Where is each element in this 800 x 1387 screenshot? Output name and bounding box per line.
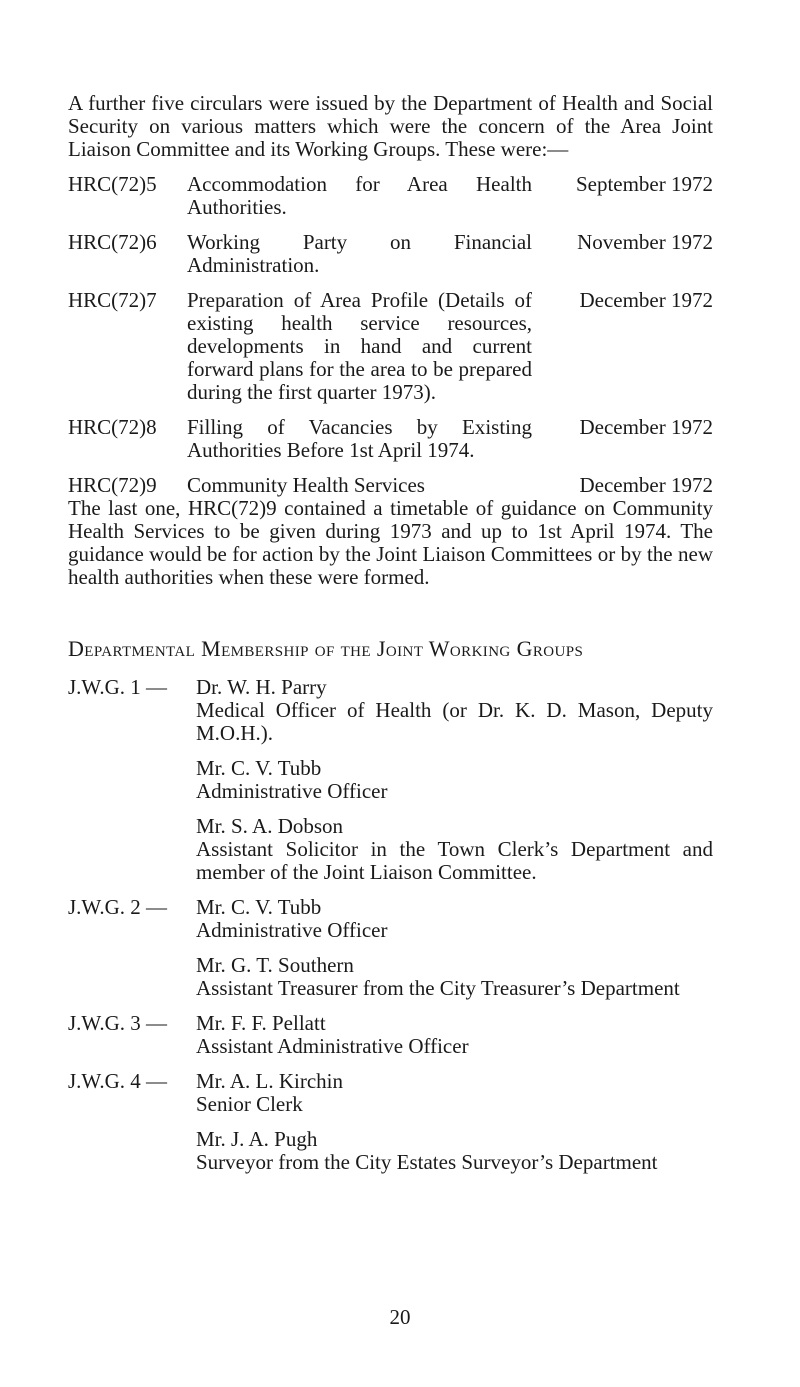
circular-code: HRC(72)5: [68, 172, 157, 196]
member-name: Mr. J. A. Pugh: [196, 1127, 318, 1151]
working-group: [68, 1070, 713, 1174]
intro-paragraph: A further five circulars were issued by the Department of Health and Social Security on various matters which were the concern of the Area Joint Liaison Committee and its Working Groups. These were:—: [68, 91, 713, 161]
member-role: Administrative Officer: [196, 779, 388, 803]
working-group: [68, 896, 713, 1000]
circular-code: HRC(72)6: [68, 230, 157, 254]
circular-description: Preparation of Area Profile (Details of existing health service resources, developments in hand and current forward plans for the area to be prepared during the first quarter 1973).: [187, 288, 532, 404]
member-name: Mr. S. A. Dobson: [196, 814, 344, 838]
circular-date: December 1972: [579, 415, 713, 439]
circular-description: Community Health Services: [187, 473, 425, 497]
group-members: [196, 676, 713, 884]
document-page: [68, 92, 713, 1186]
group-code: J.W.G. 3 —: [68, 1011, 167, 1035]
circular-item: [68, 416, 713, 462]
member-role: Medical Officer of Health (or Dr. K. D. Mason, Deputy M.O.H.).: [196, 698, 713, 745]
member-entry: [196, 757, 713, 803]
circular-date: November 1972: [577, 230, 713, 254]
member-name: Mr. F. F. Pellatt: [196, 1011, 326, 1035]
member-entry: [196, 896, 713, 942]
circular-date: September 1972: [575, 172, 713, 196]
member-role: Surveyor from the City Estates Surveyor’s Department: [196, 1150, 658, 1174]
member-entry: [196, 1012, 713, 1058]
member-entry: [196, 954, 713, 1000]
member-entry: [196, 1128, 713, 1174]
member-name: Dr. W. H. Parry: [196, 675, 327, 699]
group-code: J.W.G. 2 —: [68, 895, 167, 919]
member-role: Administrative Officer: [196, 918, 388, 942]
circular-list: [68, 173, 713, 497]
circular-item: [68, 173, 713, 219]
member-role: Assistant Administrative Officer: [196, 1034, 469, 1058]
circular-code: HRC(72)9: [68, 473, 157, 497]
circular-code: HRC(72)7: [68, 288, 157, 312]
circular-date: December 1972: [579, 473, 713, 497]
member-role: Assistant Treasurer from the City Treasurer’s Department: [196, 976, 680, 1000]
working-group: [68, 676, 713, 884]
circular-item: [68, 231, 713, 277]
working-group: [68, 1012, 713, 1058]
section-heading: Departmental Membership of the Joint Working Groups: [68, 636, 584, 661]
closing-paragraph: The last one, HRC(72)9 contained a timetable of guidance on Community Health Services to be given during 1973 and up to 1st April 1974. The guidance would be for action by the Joint Liaison Committees or by the new health authorities when these were formed.: [68, 496, 713, 589]
group-code: J.W.G. 4 —: [68, 1069, 167, 1093]
member-entry: [196, 676, 713, 745]
circular-date: December 1972: [579, 288, 713, 312]
member-name: Mr. A. L. Kirchin: [196, 1069, 343, 1093]
group-members: [196, 1012, 713, 1058]
member-name: Mr. G. T. Southern: [196, 953, 354, 977]
member-name: Mr. C. V. Tubb: [196, 895, 322, 919]
circular-item: [68, 289, 713, 404]
circular-description: Working Party on Financial Administration.: [187, 230, 532, 277]
page-number: 20: [389, 1305, 411, 1329]
working-group-list: [68, 676, 713, 1174]
group-code: J.W.G. 1 —: [68, 675, 167, 699]
member-role: Assistant Solicitor in the Town Clerk’s Department and member of the Joint Liaison Committee.: [196, 837, 713, 884]
member-entry: [196, 815, 713, 884]
member-entry: [196, 1070, 713, 1116]
circular-code: HRC(72)8: [68, 415, 157, 439]
circular-item: [68, 474, 713, 497]
circular-description: Accommodation for Area Health Authorities.: [187, 172, 532, 219]
circular-description: Filling of Vacancies by Existing Authorities Before 1st April 1974.: [187, 415, 532, 462]
group-members: [196, 896, 713, 1000]
member-name: Mr. C. V. Tubb: [196, 756, 322, 780]
group-members: [196, 1070, 713, 1174]
member-role: Senior Clerk: [196, 1092, 303, 1116]
